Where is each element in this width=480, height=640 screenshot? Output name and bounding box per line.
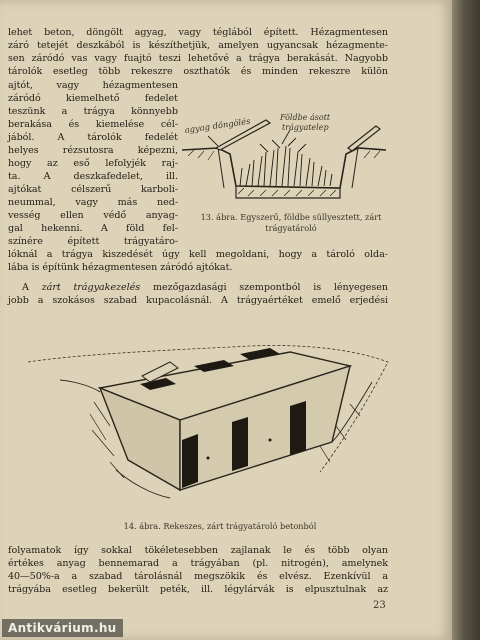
paragraph-2-line-1 <box>22 282 388 294</box>
figure-14-illustration <box>20 322 395 502</box>
text-line: lába is építünk hézagmentesen záródó ajtókat. <box>8 262 233 273</box>
text-line: értékes anyag bennemarad a trágyában (pl. nitrogén), amelynek <box>8 558 388 569</box>
text-line: gal hekenni. A föld fel- <box>8 223 178 234</box>
text-line: jából. A tárolók fedelét <box>8 132 178 143</box>
text-line: záró tetejét deszkából is készíthetjük, amelyen ugyancsak hézagmente- <box>8 40 388 51</box>
text-line: színére épített trágyatáro- <box>8 236 178 247</box>
text-line: folyamatok így sokkal tökéletesebben zajlanak le és több olyan <box>8 545 388 556</box>
figure-14-caption: 14. ábra. Rekeszes, zárt trágyatároló betonból <box>123 521 317 531</box>
text-line: tárolók esetleg több rekeszre oszthatók és minden rekeszre külön <box>8 66 388 77</box>
text-span: A <box>22 282 29 293</box>
figure-13-label-right-2: trágyatelep <box>282 123 329 132</box>
italic-term: zárt trágyakezelés <box>41 282 141 293</box>
text-line: lehet beton, döngölt agyag, vagy téglából épített. Hézagmentesen <box>8 27 388 38</box>
text-line: záródó kiemelhető fedelet <box>8 93 178 104</box>
figure-13-caption-line-2: trágyatároló <box>265 223 317 233</box>
text-line: ajtókat célszerű karboli- <box>8 184 178 195</box>
text-line: lóknál a trágya kiszedését úgy kell megoldani, hogy a tároló olda- <box>8 249 388 260</box>
text-line: ajtót, vagy hézagmentesen <box>8 80 178 91</box>
figure-13-caption-line-1: 13. ábra. Egyszerű, földbe süllyesztett, zárt <box>200 212 382 222</box>
text-span: mezőgazdasági szempontból is lényegesen <box>152 282 389 293</box>
text-line: helyes rézsutosra képezni, <box>8 145 178 156</box>
text-line: vesség ellen védő anyag- <box>8 210 178 221</box>
text-line: teszünk a trágya könnyebb <box>8 106 178 117</box>
text-line: ta. A deszkafedelet, ill. <box>8 171 178 182</box>
text-line: sen záródó vas vagy fuajtó teszi lehetővé a trágya berakását. Nagyobb <box>8 53 388 64</box>
text-line: trágyába esetleg bekerült peték, ill. légylárvák is elpusztulnak az <box>8 584 388 595</box>
figure-13-label-right-1: Földbe ásott <box>280 113 331 122</box>
watermark: Antikvárium.hu <box>2 619 123 637</box>
book-edge <box>452 0 480 640</box>
text-line: neummal, vagy más ned- <box>8 197 178 208</box>
text-line: 40—50%-a a szabad tárolásnál megszökik és elvész. Ezenkívül a <box>8 571 388 582</box>
text-line: hogy az eső lefolyjék raj- <box>8 158 178 169</box>
figure-13-label-left: agyag döngölés <box>184 115 251 135</box>
text-line: berakása és kiemelése cél- <box>8 119 178 130</box>
page-number: 23 <box>373 600 386 611</box>
paragraph-2-line-2: jobb a szokásos szabad kupacolásnál. A trágyaértéket emelő erjedési <box>8 295 388 306</box>
